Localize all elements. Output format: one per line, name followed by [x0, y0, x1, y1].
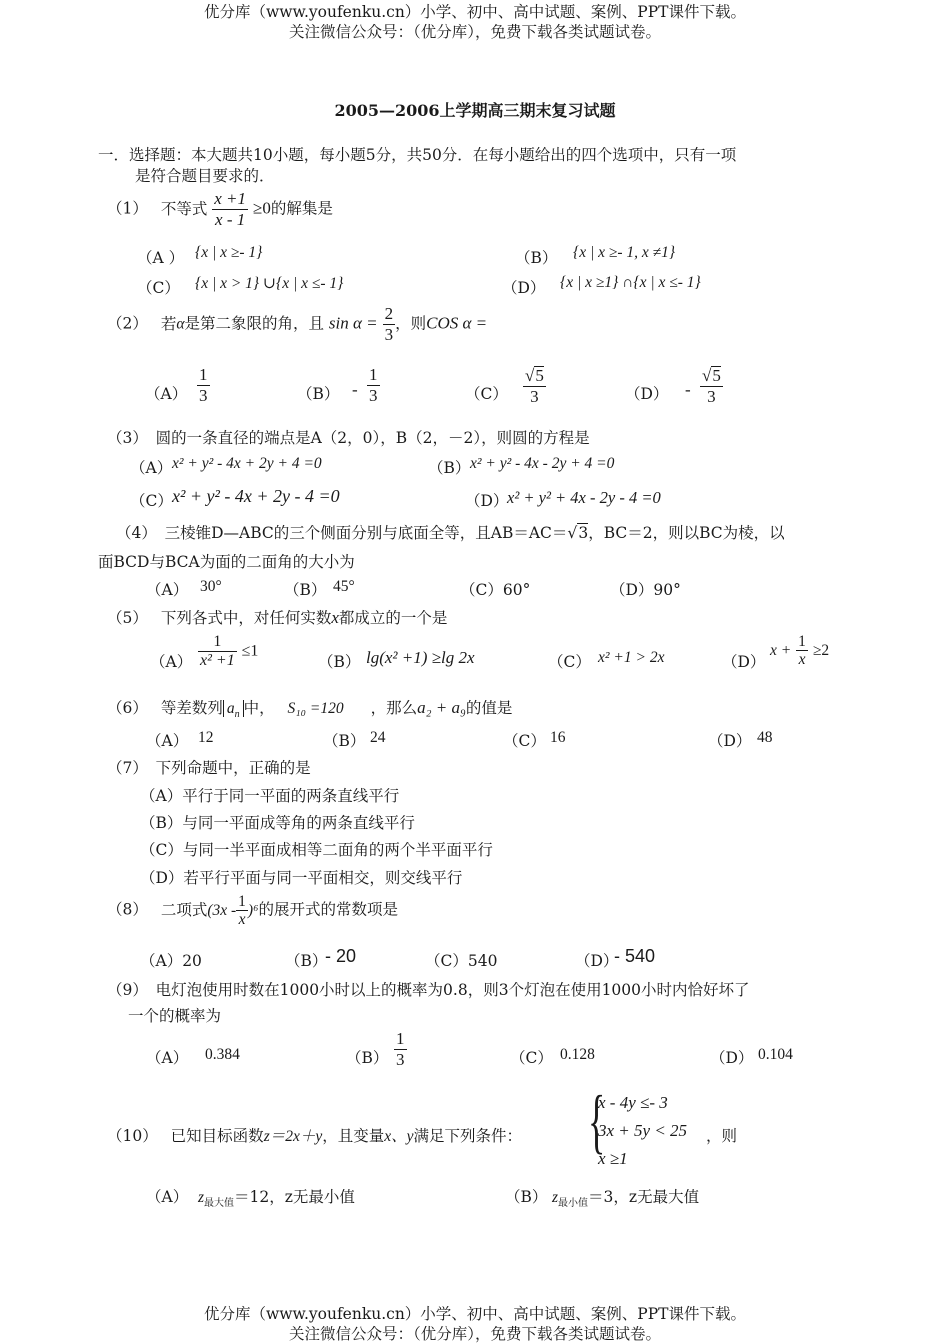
option-b-label: （B） [285, 952, 328, 970]
question-number: （5） [107, 609, 148, 627]
question-text: 中， [243, 699, 275, 717]
option-c: 16 [550, 729, 566, 746]
option-a: （A）平行于同一平面的两条直线平行 [140, 787, 400, 805]
option-b [367, 366, 380, 405]
question-7-stem: （7） 下列命题中，正确的是 [107, 759, 311, 777]
fraction-numerator: √5 [525, 366, 544, 385]
option-c: {x | x > 1} ∪{x | x ≤- 1} [195, 275, 344, 292]
option-b-label: （B） [297, 385, 340, 403]
option-c: x² + y² - 4x + 2y - 4 =0 [172, 486, 340, 506]
section-instruction-line-1: 一．选择题：本大题共10小题，每小题5分，共50分．在每小题给出的四个选项中，只有一项 [98, 146, 737, 164]
option-d-label: （D） [502, 279, 546, 297]
fraction-numerator: 1 [238, 893, 246, 910]
fraction [236, 893, 248, 929]
radicand: 3 [578, 524, 589, 542]
option-d-label: （D） [710, 1049, 754, 1067]
option-b-label: （B） [284, 581, 327, 599]
option-c-label: （C） [130, 492, 173, 510]
option-c-label: （C） [510, 1049, 553, 1067]
fraction [394, 1030, 407, 1069]
option-b-label: （B） [318, 653, 361, 671]
question-text: 若 [160, 314, 177, 333]
section-instruction-line-2: 是符合题目要求的． [135, 167, 275, 185]
option-b: 45° [333, 578, 355, 595]
option-c-label: （C） [548, 653, 591, 671]
fraction-numerator: 1 [199, 365, 208, 384]
brace-icon: { [588, 1081, 606, 1161]
option-a: 30° [200, 578, 222, 595]
option-b: - 20 [325, 946, 357, 966]
fraction [383, 305, 396, 344]
question-number: （2） [107, 314, 148, 333]
fraction-numerator: 1 [213, 633, 222, 650]
option-b: {x | x ≥- 1, x ≠1} [573, 244, 676, 261]
question-4-stem-line-1 [116, 521, 785, 543]
fraction-numerator: 1 [369, 365, 378, 384]
option-a: x² + y² - 4x + 2y + 4 =0 [172, 455, 322, 472]
sequence-letter: a [226, 700, 235, 717]
option-a-label: （A） [146, 581, 189, 599]
question-number: （8） [107, 900, 148, 919]
fraction-denominator: 3 [700, 386, 723, 407]
relation: ≤1 [241, 642, 259, 660]
option-b-label: （B） [346, 1049, 389, 1067]
option-b: lg(x² +1) ≥lg 2x [366, 648, 475, 667]
question-text: （4） 三棱锥D—ABC的三个侧面分别与底面全等，且AB＝AC＝ [116, 524, 568, 542]
option-b [394, 1030, 407, 1069]
expression: )⁶ [247, 901, 259, 919]
option-d-label: （D） [575, 952, 619, 970]
question-1-stem [107, 190, 333, 229]
question-text: 等差数列 [160, 699, 223, 717]
question-number: （6） [107, 699, 148, 717]
alpha: α [176, 315, 185, 333]
minus-sign: - [352, 380, 358, 399]
option-a-label: （A） [146, 732, 189, 750]
fraction-numerator: 2 [384, 304, 394, 323]
fraction-denominator: x - 1 [212, 209, 248, 230]
option-a [197, 366, 210, 405]
question-text: 的展开式的常数项是 [258, 900, 398, 919]
fraction-denominator: x² +1 [200, 651, 235, 669]
variable-z: z [198, 1189, 205, 1206]
option-a-label: （A） [150, 653, 193, 671]
fraction-denominator: x [236, 910, 248, 929]
option-a: {x | x ≥- 1} [195, 244, 263, 261]
question-text: 下列各式中，对任何实数 [160, 609, 332, 627]
option-d-label: （D） [708, 732, 752, 750]
target-expression: a₂ + a₉ [417, 698, 466, 717]
option-d-label: （D） [465, 492, 509, 510]
question-3-stem: （3） 圆的一条直径的端点是A（2，0），B（2，－2），则圆的方程是 [107, 429, 590, 447]
footer-line-2: 关注微信公众号：（优分库），免费下载各类试题试卷。 [288, 1325, 661, 1343]
option-a-label: （A ） [137, 249, 185, 267]
radicand: 5 [712, 366, 721, 385]
option-b-label: （B） [505, 1188, 548, 1206]
question-number: （10） [107, 1127, 158, 1145]
question-5-stem [107, 606, 447, 628]
fraction-numerator: √5 [702, 366, 721, 385]
option-d-label: （D） [625, 385, 669, 403]
option-a: 0.384 [205, 1046, 240, 1063]
question-text: ，那么 [370, 699, 418, 717]
fraction-numerator: 1 [798, 633, 806, 650]
fraction-denominator: x [796, 650, 808, 669]
option-d: 48 [757, 729, 773, 746]
expression: x + [770, 641, 792, 659]
relation: ≥2 [812, 641, 830, 659]
option-b-label: （B） [323, 732, 366, 750]
subscript: 最大值 [204, 1198, 235, 1210]
fraction-denominator: 3 [384, 324, 394, 344]
option-c: （C）60° [460, 581, 531, 599]
option-d: - 540 [614, 946, 656, 966]
question-text: 满足下列条件： [413, 1127, 523, 1145]
fraction-denominator: 3 [369, 385, 378, 405]
square-root: √3 [567, 524, 589, 542]
question-text: ，则 [395, 314, 427, 333]
question-text: ，则 [706, 1127, 738, 1145]
sine-expression: sin α = [328, 313, 378, 333]
question-2-stem [107, 305, 487, 344]
option-a-label: （A） [130, 459, 173, 477]
question-10-stem [107, 1124, 522, 1146]
option-c: x² +1 > 2x [598, 649, 665, 666]
objective-function: z＝2x＋y [263, 1128, 323, 1145]
option-text: ＝12，z无最小值 [234, 1188, 355, 1206]
fraction [796, 633, 808, 669]
question-8-stem [107, 893, 398, 929]
option-text: ＝3，z无最大值 [588, 1188, 700, 1206]
variable-z: z [552, 1189, 559, 1206]
constraint-2: 3x + 5y < 25 [598, 1121, 688, 1140]
sum-expression: S₁₀ =120 [287, 700, 344, 717]
option-d [770, 633, 829, 669]
option-d: x² + y² + 4x - 2y - 4 =0 [507, 488, 661, 507]
option-a-label: （A） [146, 1049, 189, 1067]
header-line-1: 优分库（www.youfenku.cn）小学、初中、高中试题、案例、PPT课件下载。 [203, 3, 747, 21]
question-4-stem-line-2: 面BCD与BCA为面的二面角的大小为 [98, 553, 355, 571]
constraint-3: x ≥1 [598, 1149, 628, 1168]
question-text: 的解集是 [270, 199, 333, 218]
question-9-stem-line-2: 一个的概率为 [128, 1007, 222, 1025]
question-text: 已知目标函数 [170, 1127, 264, 1145]
subscript: 最小值 [558, 1198, 589, 1210]
fraction-numerator: 1 [396, 1029, 405, 1048]
option-a: 12 [198, 729, 214, 746]
question-text: 都成立的一个是 [338, 609, 448, 627]
option-b: x² + y² - 4x - 2y + 4 =0 [470, 455, 615, 472]
fraction [198, 633, 237, 670]
fraction [212, 190, 248, 229]
option-a-label: （A） [146, 1188, 189, 1206]
fraction-denominator: 3 [396, 1049, 405, 1069]
option-c [523, 366, 546, 406]
option-b [552, 1185, 700, 1210]
option-d: {x | x ≥1} ∩{x | x ≤- 1} [560, 274, 701, 291]
option-b-label: （B） [515, 249, 558, 267]
minus-sign: - [685, 380, 691, 399]
binomial-expression [207, 893, 259, 929]
cosine-expression: COS α = [426, 313, 488, 333]
variables: x、y [384, 1128, 414, 1145]
option-d: （D）90° [610, 581, 681, 599]
option-a [198, 1185, 355, 1210]
fraction-numerator: x +1 [214, 189, 247, 208]
constraint-1: x - 4y ≤- 3 [598, 1093, 668, 1112]
option-c: 0.128 [560, 1046, 595, 1063]
option-c-label: （C） [503, 732, 546, 750]
question-9-stem-line-1: （9） 电灯泡使用时数在1000小时以上的概率为0.8，则3个灯泡在使用1000小时内恰好坏了 [107, 981, 750, 999]
option-d: 0.104 [758, 1046, 793, 1063]
question-text: ，BC＝2，则以BC为棱，以 [588, 524, 785, 542]
fraction-denominator: 3 [199, 385, 208, 405]
option-b-label: （B） [428, 459, 471, 477]
variable-x: x [331, 608, 339, 627]
option-c: （C）与同一半平面成相等二面角的两个半平面平行 [140, 841, 493, 859]
option-c-label: （C） [137, 279, 180, 297]
exam-title: 2005—2006上学期高三期末复习试题 [334, 101, 616, 120]
option-c-label: （C） [465, 385, 508, 403]
sequence-subscript: n [234, 709, 240, 721]
question-6-stem [107, 696, 513, 721]
radicand: 5 [535, 366, 544, 385]
option-c: （C）540 [425, 952, 498, 970]
option-a [198, 633, 258, 670]
expression: (3x - [207, 901, 237, 919]
question-text: 二项式 [160, 900, 208, 919]
question-text: 不等式 [160, 199, 208, 218]
option-d: （D）若平行平面与同一平面相交，则交线平行 [140, 869, 463, 887]
option-d [700, 366, 723, 406]
footer-line-1: 优分库（www.youfenku.cn）小学、初中、高中试题、案例、PPT课件下载。 [203, 1305, 747, 1323]
option-b: 24 [370, 729, 386, 746]
fraction-denominator: 3 [523, 386, 546, 407]
relation: ≥0 [252, 198, 271, 218]
option-d-label: （D） [722, 653, 766, 671]
option-a: （A）20 [140, 952, 202, 970]
option-a-label: （A） [145, 385, 188, 403]
question-number: （1） [107, 199, 148, 218]
header-line-2: 关注微信公众号：（优分库），免费下载各类试题试卷。 [288, 23, 661, 41]
sequence-term [223, 700, 244, 721]
question-text: 的值是 [465, 699, 513, 717]
question-text: 是第二象限的角，且 [184, 314, 324, 333]
question-text: ，且变量 [322, 1127, 385, 1145]
option-b: （B）与同一平面成等角的两条直线平行 [140, 814, 415, 832]
